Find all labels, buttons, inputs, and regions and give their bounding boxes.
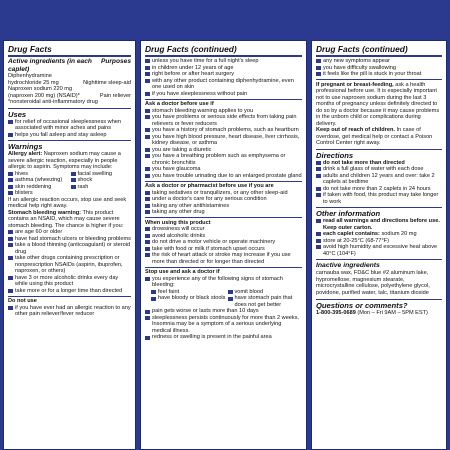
bullet-square-icon <box>145 310 150 314</box>
bullet-square-icon <box>8 230 13 234</box>
ask-doctor-list <box>145 108 302 180</box>
bullet-square-icon <box>316 72 321 76</box>
ask-pharmacist-heading: Ask a doctor or pharmacist before use if you are <box>145 183 274 190</box>
active-ingredients-header <box>8 58 131 73</box>
questions-heading: Questions or comments? <box>316 299 442 310</box>
bullet-square-icon <box>145 128 150 132</box>
bullet-item: you are taking a diuretic <box>145 147 302 154</box>
bullet-item: rash <box>71 184 132 191</box>
bullet-item: take with food or milk if stomach upset occurs <box>145 246 302 253</box>
bullet-item: under a doctor's care for any serious condition <box>145 196 302 203</box>
bullet-square-icon <box>145 204 150 208</box>
bullet-square-icon <box>145 92 150 96</box>
bullet-item: do not drive a motor vehicle or operate machinery <box>145 239 302 246</box>
bullet-square-icon <box>145 66 150 70</box>
bullet-item: if you have ever had an allergic reaction to any other pain reliever/fever reducer <box>8 305 131 318</box>
bullet-item: have bloody or black stools <box>151 295 226 308</box>
bullet-item: taking sedatives or tranquilizers, or any other sleep-aid <box>145 190 302 197</box>
ingredient-2-purpose: Pain reliever <box>99 92 131 99</box>
bullet-square-icon <box>71 185 76 189</box>
bullet-square-icon <box>316 66 321 70</box>
bullet-square-icon <box>316 232 321 236</box>
uses-list <box>8 119 131 139</box>
bullet-square-icon <box>145 154 150 158</box>
bullet-square-icon <box>145 191 150 195</box>
bullet-item: if taken with food, this product may take longer to work <box>316 192 442 205</box>
ask-doctor-heading: Ask a doctor before use if <box>145 101 214 107</box>
bullet-item: read all warnings and directions before use. Keep outer carton. <box>316 218 442 231</box>
bullet-item: unless you have time for a full night's sleep <box>145 58 302 65</box>
bullet-square-icon <box>145 234 150 238</box>
stop-use-list-cont <box>316 58 442 78</box>
bullet-item: do not take more than directed <box>316 160 442 167</box>
bullet-item: feel faint <box>151 289 226 296</box>
uses-heading: Uses <box>8 108 131 119</box>
stop-use-intro: you experience any of the following signs of stomach bleeding: <box>145 276 302 289</box>
bullet-square-icon <box>71 172 76 176</box>
bullet-square-icon <box>151 297 156 301</box>
directions-heading: Directions <box>316 149 442 160</box>
bullet-square-icon <box>71 178 76 182</box>
bullet-item: blisters <box>8 190 69 197</box>
bullet-item: you have a history of stomach problems, such as heartburn <box>145 127 302 134</box>
bullet-square-icon <box>316 193 321 197</box>
bullet-square-icon <box>145 253 150 257</box>
bullet-item: do not take more than 2 caplets in 24 hours <box>316 186 442 193</box>
bullet-square-icon <box>316 187 321 191</box>
bullet-item: you have glaucoma <box>145 166 302 173</box>
bullet-square-icon <box>145 240 150 244</box>
other-info-list <box>316 218 442 257</box>
bullet-square-icon <box>145 148 150 152</box>
bullet-item: store at 20-25°C (68-77°F) <box>316 238 442 245</box>
when-using-heading: When using this product <box>145 219 211 226</box>
directions-list <box>316 160 442 206</box>
bullet-square-icon <box>145 210 150 214</box>
allergy-alert: Allergy alert: Naproxen sodium may cause a severe allergic reaction, especially in people allergic to aspirin. Symptoms may include: <box>8 151 121 170</box>
bullet-item: taking any other drug <box>145 209 302 216</box>
bullet-square-icon <box>145 336 150 340</box>
bullet-item: you have trouble urinating due to an enlarged prostate gland <box>145 173 302 180</box>
bullet-square-icon <box>8 185 13 189</box>
bullet-item: any new symptoms appear <box>316 58 442 65</box>
bullet-item: helps you fall asleep and stay asleep <box>8 132 131 139</box>
bullet-item: are age 60 or older <box>8 229 131 236</box>
bullet-item: facial swelling <box>71 171 132 178</box>
do-not-use-heading: Do not use <box>8 298 37 304</box>
ask-pharmacist-list <box>145 190 302 216</box>
panel-title: Drug Facts (continued) <box>145 44 302 57</box>
bullet-item: skin reddening <box>8 184 69 191</box>
bullet-square-icon <box>8 289 13 293</box>
bullet-item: have had stomach ulcers or bleeding problems <box>8 236 131 243</box>
bullet-item: you have a breathing problem such as emphysema or chronic bronchitis <box>145 153 302 166</box>
inactive-ingredients-text: carnauba wax, FD&C blue #2 aluminum lake, hypromellose, magnesium stearate, microcrystalline cellulose, polyethylene glycol, povidone, purified water, talc, titanium dioxide <box>316 270 430 296</box>
panel-title: Drug Facts (continued) <box>316 44 442 57</box>
drug-facts-panel-3 <box>311 40 447 450</box>
stomach-risk-list <box>8 229 131 294</box>
ingredient-1-purpose: Nighttime sleep-aid <box>83 79 131 86</box>
bullet-item: redness or swelling is present in the painful area <box>145 334 302 341</box>
bullet-item: you have problems or serious side effects from taking pain relievers or fever reducers <box>145 114 302 127</box>
bullet-item: take more or for a longer time than directed <box>8 288 131 295</box>
allergy-symptoms <box>8 171 131 197</box>
bullet-square-icon <box>8 243 13 247</box>
do-not-use-list <box>8 305 131 318</box>
bullet-square-icon <box>145 79 150 83</box>
bullet-square-icon <box>316 245 321 249</box>
keep-out-of-reach: Keep out of reach of children. In case of overdose, get medical help or contact a Poison Control Center right away. <box>316 127 433 146</box>
bullet-item: taking any other antihistamines <box>145 203 302 210</box>
bullet-square-icon <box>8 120 13 124</box>
purposes-heading: Purposes <box>100 58 131 65</box>
bullet-square-icon <box>316 219 321 223</box>
inactive-ingredients: Inactive ingredients <box>316 259 442 270</box>
stop-use-heading: Stop use and ask a doctor if <box>145 269 220 276</box>
bullet-item: take other drugs containing prescription or nonprescription NSAIDs (aspirin, ibuprofen, naproxen, or others) <box>8 255 131 275</box>
stop-use-list <box>145 308 302 341</box>
bullet-square-icon <box>316 161 321 165</box>
bullet-item: shock <box>71 177 132 184</box>
allergy-after: If an allergic reaction occurs, stop use and seek medical help right away. <box>8 196 127 209</box>
drug-facts-panel-2 <box>140 40 307 450</box>
bullet-item: you have difficulty swallowing <box>316 65 442 72</box>
bullet-square-icon <box>151 290 156 294</box>
bullet-item: hives <box>8 171 69 178</box>
bullet-item: drink a full glass of water with each dose <box>316 166 442 173</box>
bullet-item: you have high blood pressure, heart disease, liver cirrhosis, kidney disease, or asthma <box>145 134 302 147</box>
bullet-square-icon <box>145 247 150 251</box>
bullet-square-icon <box>145 167 150 171</box>
bullet-item: it feels like the pill is stuck in your throat <box>316 71 442 78</box>
bullet-square-icon <box>316 239 321 243</box>
bullet-square-icon <box>8 191 13 195</box>
bullet-item: each caplet contains: sodium 20 mg <box>316 231 442 238</box>
bullet-item: pain gets worse or lasts more than 10 days <box>145 308 302 315</box>
bullet-square-icon <box>145 197 150 201</box>
bullet-square-icon <box>316 174 321 178</box>
active-ingredients-heading: Active ingredients (in each caplet) <box>8 58 92 73</box>
bullet-item: right before or after heart surgery <box>145 71 302 78</box>
ingredient-2-name: Naproxen sodium 220 mg <box>8 86 73 92</box>
drug-facts-panel-1 <box>3 40 136 450</box>
panel-title: Drug Facts <box>8 44 131 57</box>
bullet-square-icon <box>145 316 150 320</box>
bullet-square-icon <box>228 297 233 301</box>
phone-number[interactable]: 1-800-395-0689 <box>316 310 356 316</box>
other-info-heading: Other information <box>316 207 442 218</box>
bullet-square-icon <box>145 115 150 119</box>
bullet-item: stomach bleeding warning applies to you <box>145 108 302 115</box>
bullet-item: adults and children 12 years and over: take 2 caplets at bedtime <box>316 173 442 186</box>
bullet-item: sleeplessness persists continuously for more than 2 weeks. Insomnia may be a symptom of a serious underlying medical illness. <box>145 315 302 335</box>
bullet-square-icon <box>145 72 150 76</box>
bullet-item: drowsiness will occur <box>145 226 302 233</box>
when-using-list <box>145 226 302 265</box>
pregnancy-warning: If pregnant or breast-feeding, ask a health professional before use. It is especially important not to use naproxen sodium during the last 3 months of pregnancy unless definitely directed to do so by a doctor because it may cause problems in the unborn child or complications during delivery. <box>316 81 440 127</box>
ingredient-1-name: Diphenhydramine <box>8 73 52 79</box>
bullet-square-icon <box>145 174 150 178</box>
phone-line: 1-800-395-0689 (Mon – Fri 9AM – 5PM EST) <box>316 310 428 316</box>
ingredient-1-dose: hydrochloride 25 mg <box>8 79 59 86</box>
bullet-item: take a blood thinning (anticoagulant) or steroid drug <box>8 242 131 255</box>
ingredient-2-dose: (naproxen 200 mg) (NSAID)* <box>8 92 80 99</box>
bullet-square-icon <box>145 135 150 139</box>
warnings-heading: Warnings <box>8 140 131 151</box>
bullet-square-icon <box>8 178 13 182</box>
bullet-item: asthma (wheezing) <box>8 177 69 184</box>
nsaid-footnote: *nonsteroidal anti-inflammatory drug <box>8 99 98 105</box>
bullet-square-icon <box>8 172 13 176</box>
bullet-square-icon <box>145 109 150 113</box>
bullet-item: in children under 12 years of age <box>145 65 302 72</box>
stomach-bleeding-signs <box>151 289 302 309</box>
bullet-square-icon <box>316 59 321 63</box>
bullet-item: avoid alcoholic drinks <box>145 233 302 240</box>
stomach-bleeding-warning: Stomach bleeding warning: This product contains an NSAID, which may cause severe stomach bleeding. The chance is higher if you: <box>8 209 124 229</box>
bullet-square-icon <box>8 133 13 137</box>
bullet-square-icon <box>228 290 233 294</box>
bullet-square-icon <box>145 59 150 63</box>
bullet-item: if you have sleeplessness without pain <box>145 91 302 98</box>
bullet-item: avoid high humidity and excessive heat above 40°C (104°F) <box>316 244 442 257</box>
bullet-item: have 3 or more alcoholic drinks every day while using this product <box>8 275 131 288</box>
bullet-item: with any other product containing diphenhydramine, even one used on skin <box>145 78 302 91</box>
bullet-item: have stomach pain that does not get better <box>228 295 303 308</box>
bullet-item: the risk of heart attack or stroke may increase if you use more than directed or for longer than directed <box>145 252 302 265</box>
bullet-square-icon <box>8 237 13 241</box>
bullet-item: vomit blood <box>228 289 303 296</box>
bullet-item: for relief of occasional sleeplessness when associated with minor aches and pains <box>8 119 131 132</box>
bullet-square-icon <box>316 167 321 171</box>
bullet-square-icon <box>8 256 13 260</box>
bullet-square-icon <box>8 276 13 280</box>
bullet-square-icon <box>145 227 150 231</box>
bullet-square-icon <box>8 306 13 310</box>
do-not-use-list-cont <box>145 58 302 97</box>
